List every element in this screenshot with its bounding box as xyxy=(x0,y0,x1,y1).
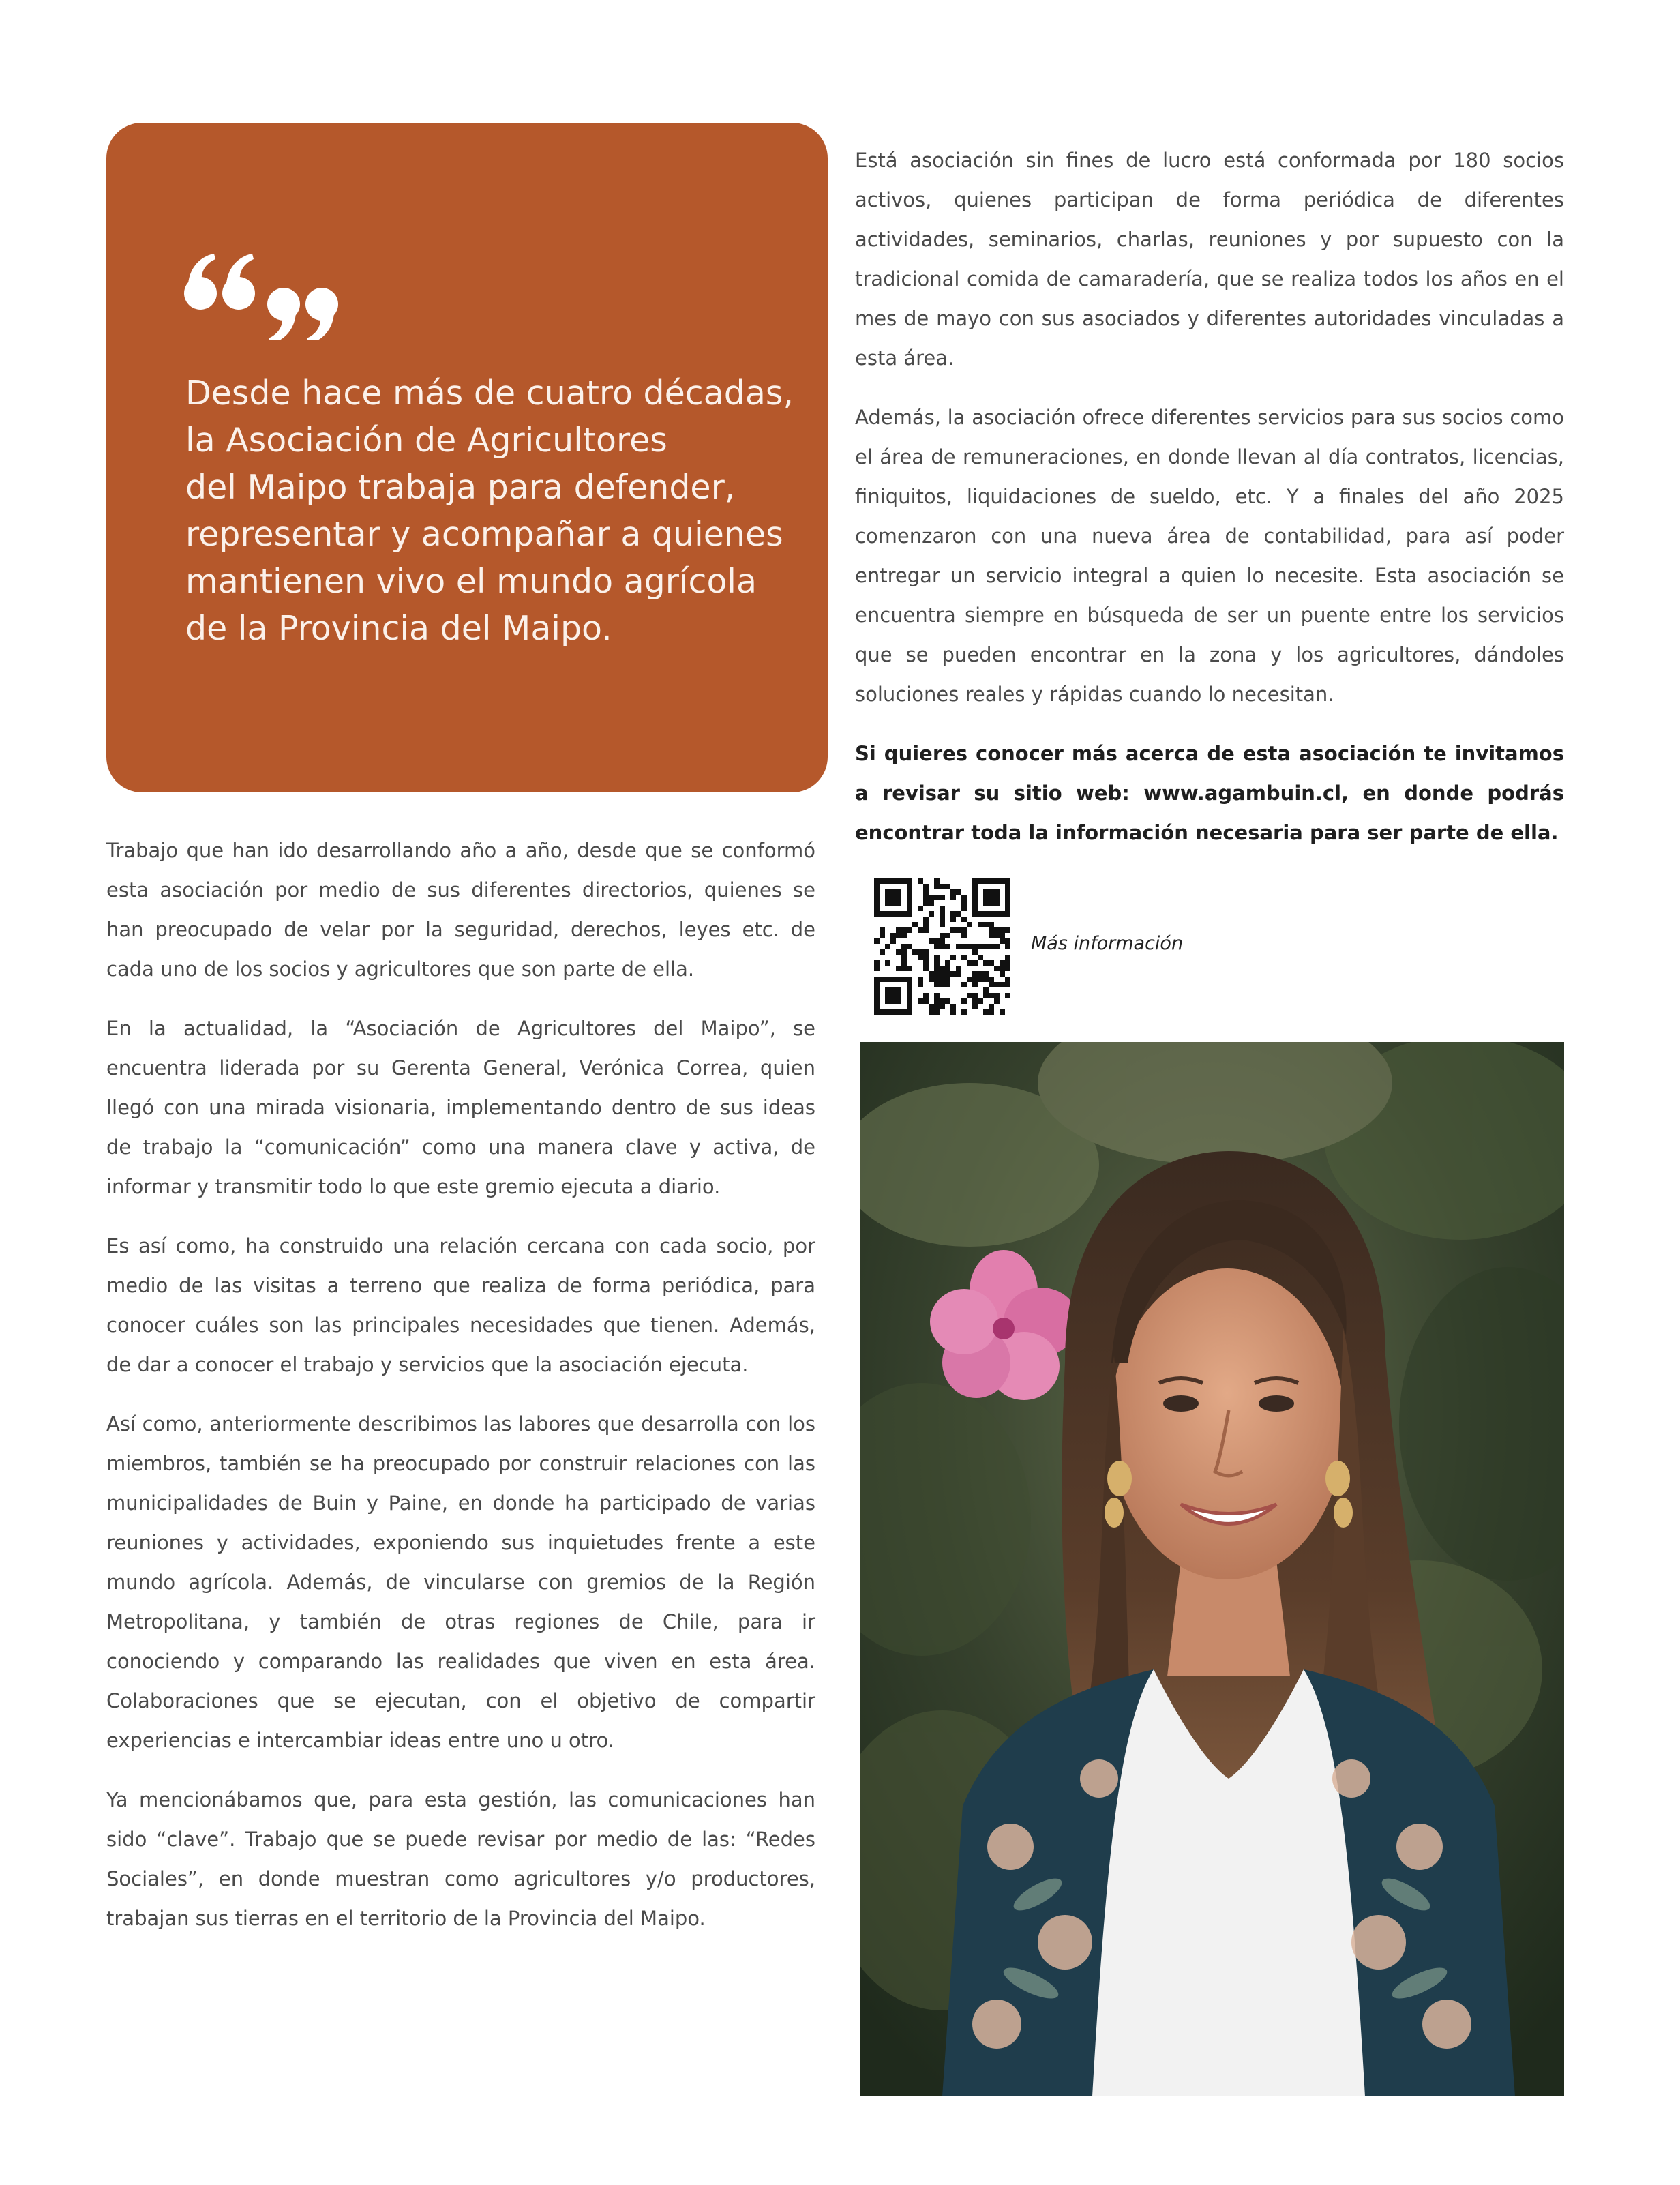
quote-line: la Asociación de Agricultores xyxy=(185,421,668,460)
body-paragraph: Así como, anteriormente describimos las labores que desarrolla con los miembros, también se ha preocupado por construir relaciones con las municipalidades de Buin y Paine, en donde ha participado de varias reuniones y actividades, exponiendo sus inquietudes frente a este mundo agrícola. Además, de vincularse con gremios de la Región Metropolitana, y también de otras regiones de Chile, para ir conociendo y comparando las realidades que viven en esta área. Colaboraciones que se ejecutan, con el objetivo de compartir experiencias e intercambiar ideas entre uno u otro. xyxy=(106,1412,815,1752)
pull-quote-box xyxy=(106,123,828,792)
quote-line: de la Provincia del Maipo. xyxy=(185,609,612,648)
body-paragraph: Trabajo que han ido desarrollando año a año, desde que se conformó esta asociación por medio de sus diferentes directorios, quienes se han preocupado de velar por la seguridad, derechos, leyes etc. de cada uno de los socios y agricultores que son parte de ella. xyxy=(106,839,815,981)
quotation-marks-icon xyxy=(183,251,340,340)
body-paragraph: Además, la asociación ofrece diferentes servicios para sus socios como el área de remuneraciones, en donde llevan al día contratos, licencias, finiquitos, liquidaciones de sueldo, etc. Y a finales del año 2025 comenzaron con una nueva área de contabilidad, para así poder entregar un servicio integral a quien lo necesite. Esta asociación se encuentra siempre en búsqueda de ser un puente entre los servicios que se pueden encontrar en la zona y los agricultores, dándoles soluciones reales y rápidas cuando lo necesitan. xyxy=(855,406,1564,706)
quote-line: representar y acompañar a quienes xyxy=(185,515,783,554)
body-paragraph: En la actualidad, la “Asociación de Agricultores del Maipo”, se encuentra liderada por su Gerenta General, Verónica Correa, quien llegó con una mirada visionaria, implementando dentro de sus ideas de trabajo la “comunicación” como una manera clave y activa, de informar y transmitir todo lo que este gremio ejecuta a diario. xyxy=(106,1017,815,1198)
call-to-action-paragraph: Si quieres conocer más acerca de esta asociación te invitamos a revisar su sitio web: www.agambuin.cl, en donde podrás encontrar toda la información necesaria para ser parte de ella. xyxy=(855,742,1564,844)
quote-line: mantienen vivo el mundo agrícola xyxy=(185,562,758,601)
right-column xyxy=(855,140,1564,872)
pull-quote-text xyxy=(185,370,794,652)
body-paragraph: Está asociación sin fines de lucro está conformada por 180 socios activos, quienes participan de forma periódica de diferentes actividades, seminarios, charlas, reuniones y por supuesto con la tradicional comida de camaradería, que se realiza todos los años en el mes de mayo con sus asociados y diferentes autoridades vinculadas a esta área. xyxy=(855,149,1564,370)
portrait-photo xyxy=(860,1042,1564,2096)
qr-label: Más información xyxy=(1031,933,1184,954)
left-column xyxy=(106,831,815,1958)
body-paragraph: Ya mencionábamos que, para esta gestión, las comunicaciones han sido “clave”. Trabajo que se puede revisar por medio de las: “Redes Sociales”, en donde muestran como agricultores y/o productores, trabajan sus tierras en el territorio de la Provincia del Maipo. xyxy=(106,1788,815,1930)
body-paragraph: Es así como, ha construido una relación cercana con cada socio, por medio de las visitas a terreno que realiza de forma periódica, para conocer cuáles son las principales necesidades que tienen. Además, de dar a conocer el trabajo y servicios que la asociación ejecuta. xyxy=(106,1234,815,1376)
quote-line: del Maipo trabaja para defender, xyxy=(185,468,736,507)
quote-line: Desde hace más de cuatro décadas, xyxy=(185,374,794,413)
qr-code-icon[interactable] xyxy=(874,878,1010,1015)
